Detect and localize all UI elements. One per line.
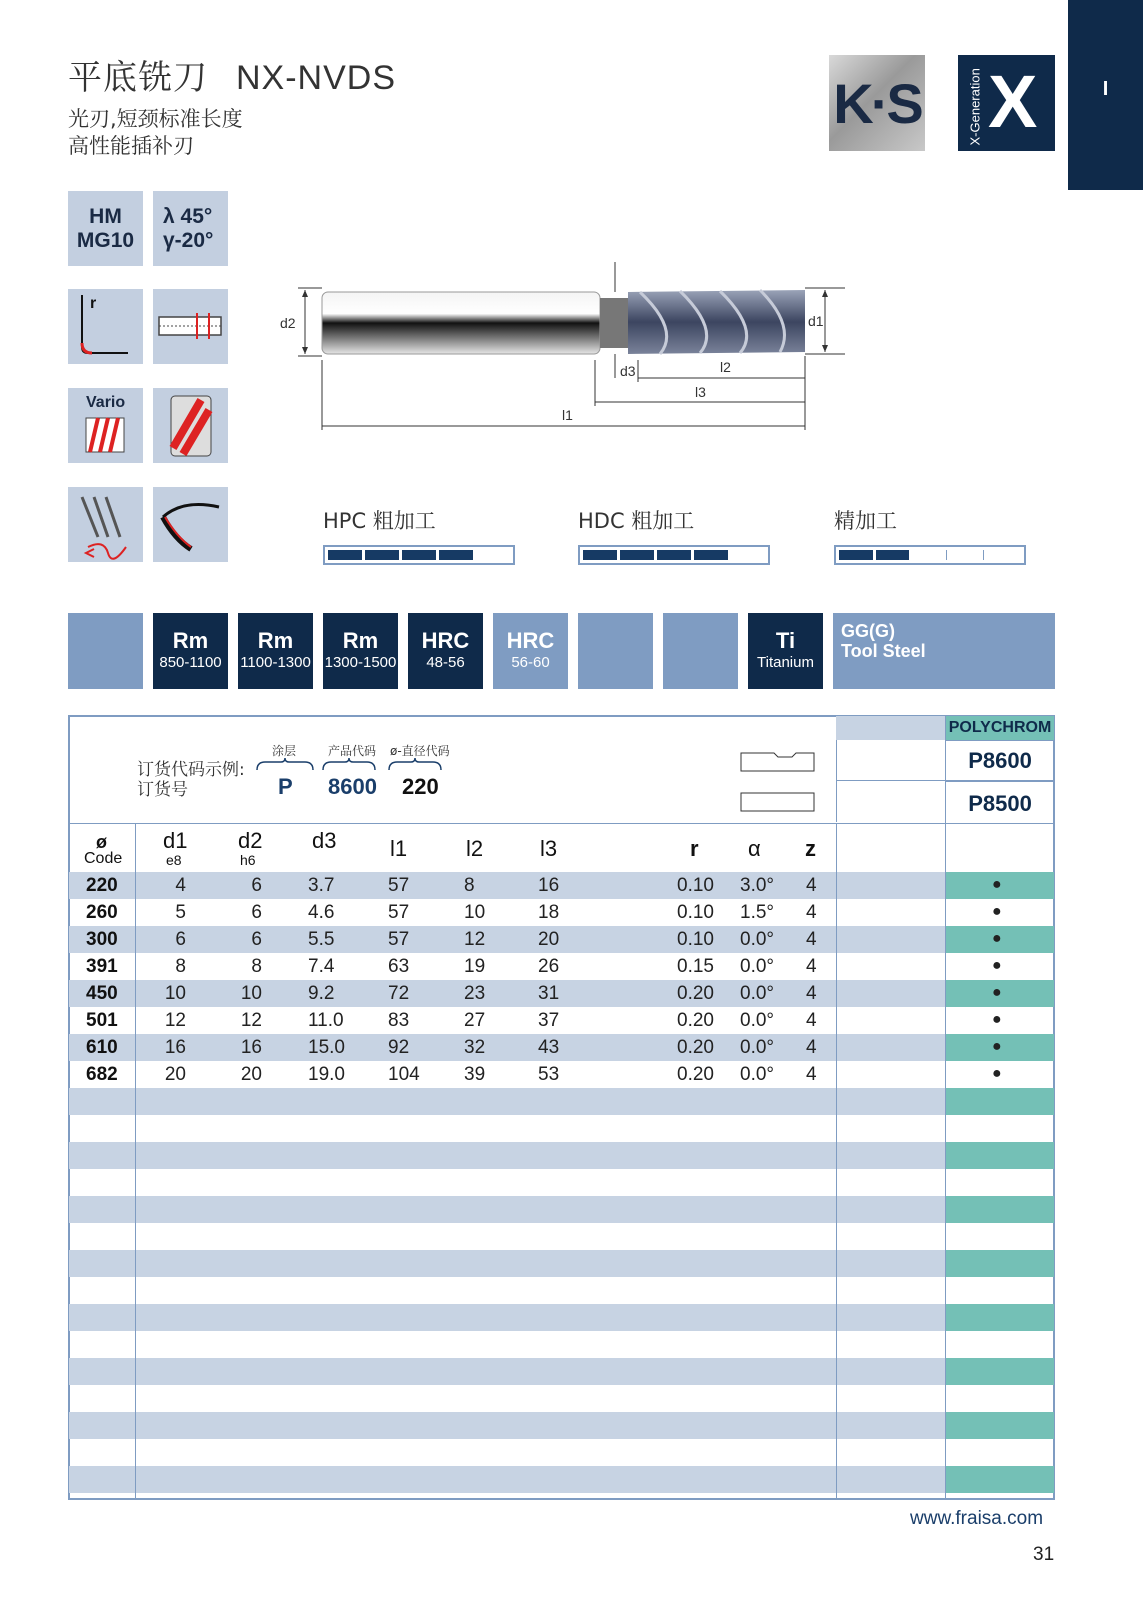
table-row <box>69 1223 1054 1250</box>
cell-d2: 6 <box>251 902 262 923</box>
table-row <box>69 1304 1054 1331</box>
cell-r: 0.10 <box>677 902 714 923</box>
cell-d3: 19.0 <box>308 1064 345 1085</box>
order-example-label: 订货代码示例: <box>137 760 245 780</box>
coating-availability-cell <box>946 1142 1054 1169</box>
coating-label: 涂层 <box>272 744 297 758</box>
cell-d1: 16 <box>164 1037 186 1058</box>
table-row <box>69 899 1054 926</box>
cell-d3: 3.7 <box>308 875 335 896</box>
cell-l2: 19 <box>464 956 486 977</box>
table-row <box>69 1142 1054 1169</box>
cell-r: 0.20 <box>677 1010 714 1031</box>
table-row <box>69 1115 1054 1142</box>
flute-icon <box>153 388 228 463</box>
availability-dot: ● <box>992 1011 1002 1028</box>
table-row <box>69 1331 1054 1358</box>
material-line1: HM <box>89 205 122 228</box>
table-row <box>69 1385 1054 1412</box>
cell-l3: 20 <box>538 929 560 950</box>
col-l1: l1 <box>390 836 408 861</box>
cell-z: 4 <box>806 983 817 1004</box>
table-row <box>69 872 1054 899</box>
material-tool-steel: GG(G) Tool Steel <box>833 613 1055 689</box>
table-row <box>69 1007 1054 1034</box>
availability-dot: ● <box>992 930 1002 947</box>
label-d2: d2 <box>280 315 296 331</box>
cell-l1: 104 <box>388 1064 420 1085</box>
coating-availability-cell <box>946 1061 1054 1088</box>
col-z: z <box>805 836 816 861</box>
col-d1: d1 <box>163 828 188 853</box>
cell-z: 4 <box>806 875 817 896</box>
gauge-hpc <box>323 505 515 565</box>
material-box <box>68 191 143 266</box>
tool-drawing <box>270 260 870 450</box>
helix-angle: λ 45° <box>163 205 213 228</box>
table-row <box>69 1439 1054 1466</box>
cell-l3: 26 <box>538 956 560 977</box>
cell-code: 610 <box>86 1037 118 1058</box>
cell-l1: 92 <box>388 1037 410 1058</box>
coating-availability-cell <box>946 1196 1054 1223</box>
cell-d3: 9.2 <box>308 983 335 1004</box>
x-generation-text: X-Generation <box>967 68 983 146</box>
cell-alpha: 0.0° <box>740 1010 775 1031</box>
cell-alpha: 0.0° <box>740 929 775 950</box>
cell-alpha: 0.0° <box>740 1037 775 1058</box>
col-d2-tol: h6 <box>240 852 256 868</box>
table-row <box>69 1169 1054 1196</box>
label-l1: l1 <box>562 407 573 423</box>
cell-d1: 10 <box>164 983 186 1004</box>
x-generation-logo <box>958 55 1055 151</box>
gauge-hpc-bar <box>323 545 515 565</box>
trochoidal-icon <box>153 487 228 562</box>
table-row <box>69 1061 1054 1088</box>
cell-d3: 15.0 <box>308 1037 345 1058</box>
rake-angle: γ-20° <box>163 229 214 252</box>
cell-l3: 16 <box>538 875 560 896</box>
material-rm-1300: Rm 1300-1500 <box>323 613 398 689</box>
chapter-tab: I <box>1068 0 1143 190</box>
cell-z: 4 <box>806 1037 817 1058</box>
cell-d2: 20 <box>240 1064 262 1085</box>
availability-dot: ● <box>992 903 1002 920</box>
material-cell-6 <box>578 613 653 689</box>
col-d2: d2 <box>238 828 263 853</box>
coating-availability-cell <box>946 1439 1054 1466</box>
cell-d3: 4.6 <box>308 902 335 923</box>
order-diameter-value: 220 <box>402 774 439 799</box>
col-code-label: Code <box>84 850 123 867</box>
coating-availability-cell <box>946 1007 1054 1034</box>
order-product-value: 8600 <box>328 774 377 799</box>
vario-label: Vario <box>86 394 126 411</box>
coating-availability-cell <box>946 1331 1054 1358</box>
cell-l2: 10 <box>464 902 486 923</box>
cell-l2: 39 <box>464 1064 486 1085</box>
coating-availability-cell <box>946 1223 1054 1250</box>
cell-l3: 18 <box>538 902 560 923</box>
cell-d1: 5 <box>175 902 186 923</box>
material-titanium: Ti Titanium <box>748 613 823 689</box>
table-row <box>69 1466 1054 1493</box>
table-row <box>69 953 1054 980</box>
cell-d1: 20 <box>164 1064 186 1085</box>
availability-dot: ● <box>992 1065 1002 1082</box>
availability-dot: ● <box>992 957 1002 974</box>
material-cell-7 <box>663 613 738 689</box>
chip-evacuation-icon <box>68 487 143 562</box>
title-code: NX-NVDS <box>236 59 397 97</box>
col-d3: d3 <box>312 828 337 853</box>
cell-z: 4 <box>806 1010 817 1031</box>
cell-l3: 31 <box>538 983 560 1004</box>
x-letter: X <box>988 60 1038 143</box>
material-hrc-48: HRC 48-56 <box>408 613 483 689</box>
subtitle-line-2: 高性能插补刃 <box>68 134 194 158</box>
gauge-hpc-label: HPC 粗加工 <box>323 509 436 533</box>
coating-availability-cell <box>946 872 1054 899</box>
ks-logo: K·S <box>829 55 925 151</box>
cell-r: 0.20 <box>677 1064 714 1085</box>
neck-icon <box>153 289 228 364</box>
cell-d1: 8 <box>175 956 186 977</box>
cell-d2: 10 <box>240 983 262 1004</box>
coating-availability-cell <box>946 1358 1054 1385</box>
col-code-symbol: ø <box>96 832 107 852</box>
order-coating-value: P <box>278 774 293 799</box>
gauge-hdc-bar <box>578 545 770 565</box>
coating-availability-cell <box>946 1304 1054 1331</box>
label-l3: l3 <box>695 384 706 400</box>
cell-alpha: 0.0° <box>740 1064 775 1085</box>
material-hrc-56: HRC 56-60 <box>493 613 568 689</box>
availability-dot: ● <box>992 984 1002 1001</box>
gauge-hdc-label: HDC 粗加工 <box>578 509 695 533</box>
col-alpha: α <box>748 836 761 861</box>
material-cell-0 <box>68 613 143 689</box>
cell-d1: 12 <box>164 1010 186 1031</box>
coating-availability-cell <box>946 1466 1054 1493</box>
coating-availability-cell <box>946 1250 1054 1277</box>
cell-code: 501 <box>86 1010 118 1031</box>
coating-availability-cell <box>946 1115 1054 1142</box>
cell-l2: 32 <box>464 1037 486 1058</box>
cell-d1: 6 <box>175 929 186 950</box>
cell-alpha: 0.0° <box>740 983 775 1004</box>
cell-d2: 6 <box>251 929 262 950</box>
page-title <box>68 50 396 99</box>
gauge-finish-bar <box>834 545 1026 565</box>
cell-l1: 57 <box>388 875 410 896</box>
col-l3: l3 <box>540 836 558 861</box>
title-cn: 平底铣刀 <box>68 58 208 98</box>
col-r: r <box>690 836 699 861</box>
table-row <box>69 1088 1054 1115</box>
cell-l2: 27 <box>464 1010 486 1031</box>
table-row <box>69 1358 1054 1385</box>
cell-d2: 16 <box>240 1037 262 1058</box>
cell-r: 0.20 <box>677 983 714 1004</box>
table-row <box>69 1250 1054 1277</box>
col-l2: l2 <box>466 836 484 861</box>
cell-alpha: 1.5° <box>740 902 775 923</box>
table-row <box>69 1034 1054 1061</box>
footer-url[interactable]: www.fraisa.com <box>910 1508 1044 1529</box>
cell-code: 450 <box>86 983 118 1004</box>
radius-label: r <box>90 295 97 312</box>
product-code-label: 产品代码 <box>328 744 377 758</box>
tool-pictogram-plain <box>740 790 820 814</box>
cell-d2: 8 <box>251 956 262 977</box>
cell-code: 220 <box>86 875 118 896</box>
table-row <box>69 1277 1054 1304</box>
vario-icon <box>68 388 143 463</box>
cell-z: 4 <box>806 929 817 950</box>
cell-alpha: 3.0° <box>740 875 775 896</box>
gauge-hdc <box>578 505 770 565</box>
material-rm-850: Rm 850-1100 <box>153 613 228 689</box>
coating-availability-cell <box>946 953 1054 980</box>
cell-d3: 7.4 <box>308 956 335 977</box>
cell-l3: 53 <box>538 1064 560 1085</box>
availability-dot: ● <box>992 1038 1002 1055</box>
col-d1-tol: e8 <box>166 852 182 868</box>
page-number: 31 <box>1033 1544 1055 1565</box>
cell-z: 4 <box>806 902 817 923</box>
cell-l2: 12 <box>464 929 486 950</box>
subtitle-line-1: 光刃,短颈标准长度 <box>68 107 243 131</box>
table-row <box>69 1412 1054 1439</box>
coating-code-2: P8500 <box>968 791 1032 816</box>
order-braces <box>255 758 455 772</box>
cell-l1: 72 <box>388 983 410 1004</box>
coating-availability-cell <box>946 899 1054 926</box>
cell-l2: 8 <box>464 875 475 896</box>
cell-code: 300 <box>86 929 118 950</box>
order-number-label: 订货号 <box>137 780 188 800</box>
label-d1: d1 <box>808 313 824 329</box>
cell-l1: 83 <box>388 1010 410 1031</box>
coating-availability-cell <box>946 1034 1054 1061</box>
availability-dot: ● <box>992 876 1002 893</box>
cell-r: 0.20 <box>677 1037 714 1058</box>
cell-d3: 5.5 <box>308 929 335 950</box>
angle-box <box>153 191 228 266</box>
cell-d2: 12 <box>240 1010 262 1031</box>
coating-availability-cell <box>946 926 1054 953</box>
cell-l1: 57 <box>388 902 410 923</box>
label-l2: l2 <box>720 359 731 375</box>
coating-brand: POLYCHROM <box>946 716 1054 740</box>
cell-l1: 63 <box>388 956 410 977</box>
cell-l1: 57 <box>388 929 410 950</box>
cell-alpha: 0.0° <box>740 956 775 977</box>
cell-d1: 4 <box>175 875 186 896</box>
cell-d3: 11.0 <box>308 1010 344 1031</box>
cell-r: 0.15 <box>677 956 714 977</box>
coating-col-head-bg <box>836 716 946 740</box>
table-row <box>69 1196 1054 1223</box>
cell-r: 0.10 <box>677 875 714 896</box>
diameter-code-label: ø-直径代码 <box>390 744 450 758</box>
material-line2: MG10 <box>76 229 135 252</box>
cell-l3: 43 <box>538 1037 560 1058</box>
order-example-labels <box>137 760 245 800</box>
tool-pictogram-neck <box>740 750 820 774</box>
coating-code-1: P8600 <box>946 740 1054 782</box>
coating-availability-cell <box>946 1385 1054 1412</box>
subtitle <box>68 106 243 160</box>
coating-availability-cell <box>946 1277 1054 1304</box>
cell-code: 682 <box>86 1064 118 1085</box>
cell-r: 0.10 <box>677 929 714 950</box>
cell-code: 260 <box>86 902 118 923</box>
gauge-finish-label: 精加工 <box>834 509 897 533</box>
cell-z: 4 <box>806 956 817 977</box>
coating-availability-cell <box>946 980 1054 1007</box>
cell-code: 391 <box>86 956 118 977</box>
coating-availability-cell <box>946 1412 1054 1439</box>
gauge-finish <box>834 505 1026 565</box>
cell-l2: 23 <box>464 983 486 1004</box>
coating-availability-cell <box>946 1169 1054 1196</box>
material-rm-1100: Rm 1100-1300 <box>238 613 313 689</box>
cell-z: 4 <box>806 1064 817 1085</box>
cell-d2: 6 <box>251 875 262 896</box>
cell-l3: 37 <box>538 1010 560 1031</box>
table-row <box>69 926 1054 953</box>
coating-availability-cell <box>946 1088 1054 1115</box>
corner-radius-icon <box>68 289 143 364</box>
table-row <box>69 980 1054 1007</box>
label-d3: d3 <box>620 363 636 379</box>
